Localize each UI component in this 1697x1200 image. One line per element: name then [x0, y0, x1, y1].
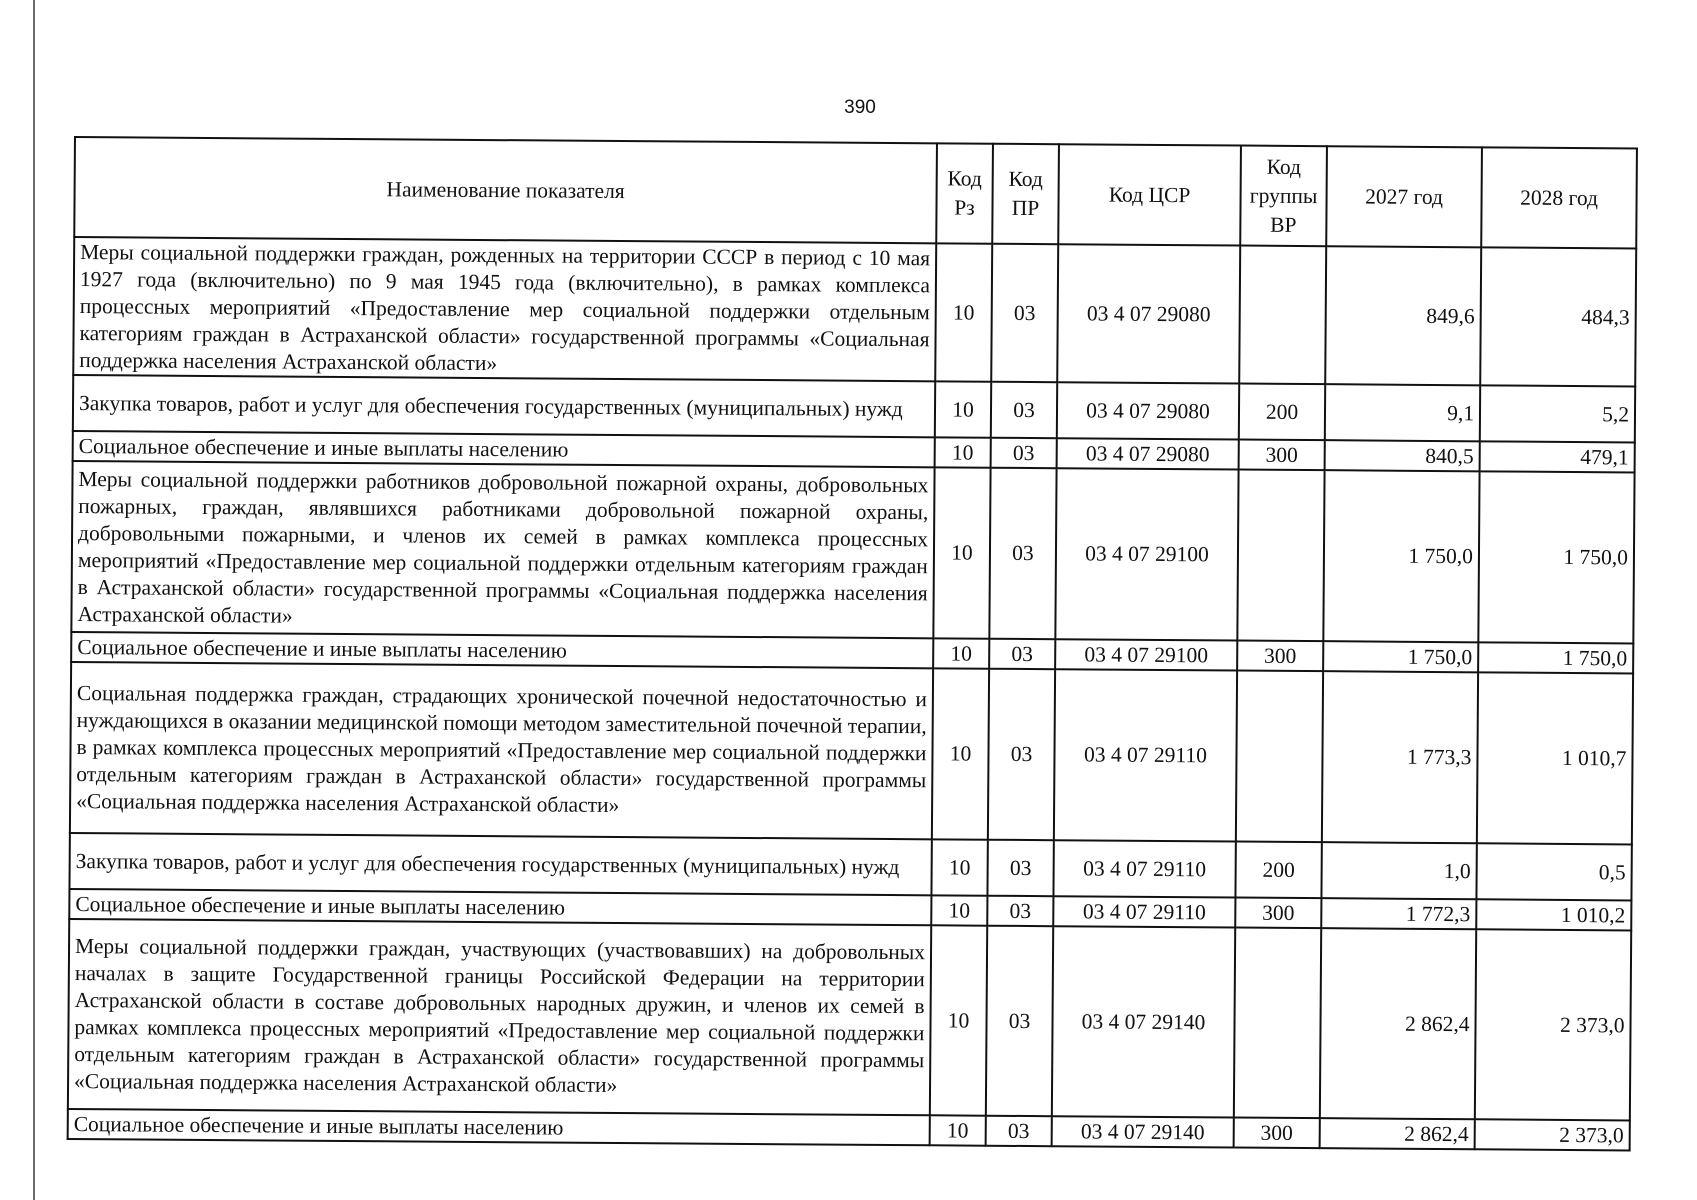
header-rz: Код Рз — [936, 143, 993, 243]
row-name: Меры социальной поддержки работников добровольной пожарной охраны, добровольных пожарных, граждан, являвшихся работниками добровольной пожарной охраны, добровольными пожарными, и членов их семей в рамках комплекса процессных мероприятий «Предоставление мер социальной поддержки отдельным категориям граждан в Астраханской области» государственной программы «Социальная поддержка населения Астраханской области» — [71, 461, 934, 638]
row-csr: 03 4 07 29110 — [1054, 669, 1237, 841]
row-2028: 484,3 — [1480, 247, 1636, 386]
row-csr: 03 4 07 29110 — [1053, 840, 1235, 897]
table-header-row — [74, 137, 1637, 248]
row-2027: 2 862,4 — [1320, 1118, 1475, 1149]
row-vr — [1237, 470, 1324, 642]
row-rz: 10 — [935, 243, 992, 381]
row-rz: 10 — [930, 1115, 986, 1145]
row-vr: 200 — [1235, 842, 1321, 899]
row-vr: 300 — [1239, 440, 1325, 471]
row-2027: 2 862,4 — [1320, 928, 1476, 1119]
table-row — [71, 461, 1634, 643]
row-name: Социальное обеспечение и иные выплаты населению — [71, 632, 933, 668]
row-vr: 300 — [1235, 898, 1321, 929]
table-row — [73, 237, 1636, 386]
row-rz: 10 — [933, 467, 990, 638]
row-csr: 03 4 07 29140 — [1052, 926, 1235, 1117]
row-pr: 03 — [989, 468, 1056, 639]
row-name: Социальное обеспечение и иные выплаты населению — [68, 1109, 930, 1145]
scan-border-line — [33, 0, 35, 1200]
row-vr: 200 — [1239, 384, 1325, 441]
header-pr: Код ПР — [992, 144, 1059, 244]
row-rz: 10 — [931, 839, 987, 895]
row-2027: 9,1 — [1325, 384, 1480, 441]
row-pr: 03 — [988, 669, 1055, 840]
row-rz: 10 — [935, 437, 991, 467]
row-2027: 1 772,3 — [1321, 898, 1476, 929]
row-2027: 1 773,3 — [1322, 671, 1478, 843]
row-2027: 840,5 — [1325, 440, 1480, 471]
row-csr: 03 4 07 29080 — [1057, 244, 1240, 383]
row-rz: 10 — [932, 668, 989, 839]
row-vr — [1236, 671, 1323, 843]
row-csr: 03 4 07 29110 — [1053, 896, 1235, 927]
row-2028: 2 373,0 — [1475, 929, 1631, 1120]
header-name: Наименование показателя — [74, 137, 937, 243]
header-2028: 2028 год — [1481, 147, 1637, 248]
row-name: Закупка товаров, работ и услуг для обеспечения государственных (муниципальных) нужд — [69, 833, 931, 895]
row-vr — [1234, 928, 1321, 1119]
row-csr: 03 4 07 29100 — [1055, 468, 1238, 640]
row-csr: 03 4 07 29140 — [1052, 1116, 1234, 1147]
row-vr: 300 — [1237, 641, 1323, 672]
row-vr — [1239, 246, 1326, 385]
budget-table-container — [67, 136, 1636, 1151]
row-pr: 03 — [991, 382, 1057, 438]
row-csr: 03 4 07 29100 — [1055, 639, 1237, 670]
page-number: 390 — [844, 97, 876, 118]
row-pr: 03 — [989, 639, 1055, 669]
header-csr: Код ЦСР — [1058, 144, 1241, 245]
budget-table — [67, 136, 1638, 1151]
row-2028: 2 373,0 — [1475, 1119, 1630, 1150]
row-name: Меры социальной поддержки граждан, участвующих (участвовавших) на добровольных началах в защите Государственной границы Российской Федерации на территории Астраханской области в составе добровольных народных дружин, и членов их семей в рамках комплекса процессных мероприятий «Предоставление мер социальной поддержки отдельным категориям граждан в Астраханской области» государственной программы «Социальная поддержка населения Астраханской области» — [68, 919, 931, 1115]
row-pr: 03 — [986, 926, 1053, 1116]
row-name: Социальное обеспечение и иные выплаты населению — [69, 889, 931, 925]
row-2028: 1 010,2 — [1476, 899, 1631, 930]
row-2027: 1,0 — [1321, 842, 1476, 899]
row-pr: 03 — [991, 244, 1058, 382]
row-2027: 1 750,0 — [1323, 641, 1478, 672]
row-name: Социальная поддержка граждан, страдающих хронической почечной недостаточностью и нуждающихся в оказании медицинской помощи методом заместительной почечной терапии, в рамках комплекса процессных мероприятий «Предоставление мер социальной поддержки отдельным категориям граждан в Астраханской области» государственной программы «Социальная поддержка населения Астраханской области» — [70, 662, 933, 839]
row-rz: 10 — [930, 925, 987, 1115]
row-pr: 03 — [991, 438, 1057, 468]
row-name: Меры социальной поддержки граждан, рожденных на территории СССР в период с 10 мая 1927 года (включительно) по 9 мая 1945 года (включительно), в рамках комплекса процессных мероприятий «Предоставление мер социальной поддержки отдельным категориям граждан в Астраханской области» государственной программы «Социальная поддержка населения Астраханской области» — [73, 237, 936, 381]
header-vr: Код группы ВР — [1240, 146, 1327, 247]
row-rz: 10 — [935, 381, 991, 437]
table-row — [68, 919, 1631, 1120]
row-vr: 300 — [1234, 1118, 1320, 1149]
row-rz: 10 — [931, 895, 987, 925]
row-2027: 849,6 — [1325, 246, 1481, 385]
header-2027: 2027 год — [1326, 146, 1482, 247]
row-name: Социальное обеспечение и иные выплаты населению — [73, 431, 935, 467]
row-2028: 5,2 — [1480, 385, 1635, 442]
row-pr: 03 — [987, 840, 1053, 896]
row-pr: 03 — [987, 896, 1053, 926]
row-2028: 1 010,7 — [1477, 672, 1633, 844]
row-2027: 1 750,0 — [1323, 470, 1479, 642]
row-2028: 479,1 — [1480, 441, 1635, 472]
row-csr: 03 4 07 29080 — [1057, 382, 1239, 439]
row-2028: 0,5 — [1476, 843, 1631, 900]
row-csr: 03 4 07 29080 — [1057, 438, 1239, 469]
table-row — [70, 662, 1633, 844]
row-2028: 1 750,0 — [1478, 471, 1634, 643]
row-rz: 10 — [933, 638, 989, 668]
row-name: Закупка товаров, работ и услуг для обеспечения государственных (муниципальных) нужд — [73, 375, 935, 437]
row-pr: 03 — [986, 1116, 1052, 1146]
row-2028: 1 750,0 — [1478, 642, 1633, 673]
